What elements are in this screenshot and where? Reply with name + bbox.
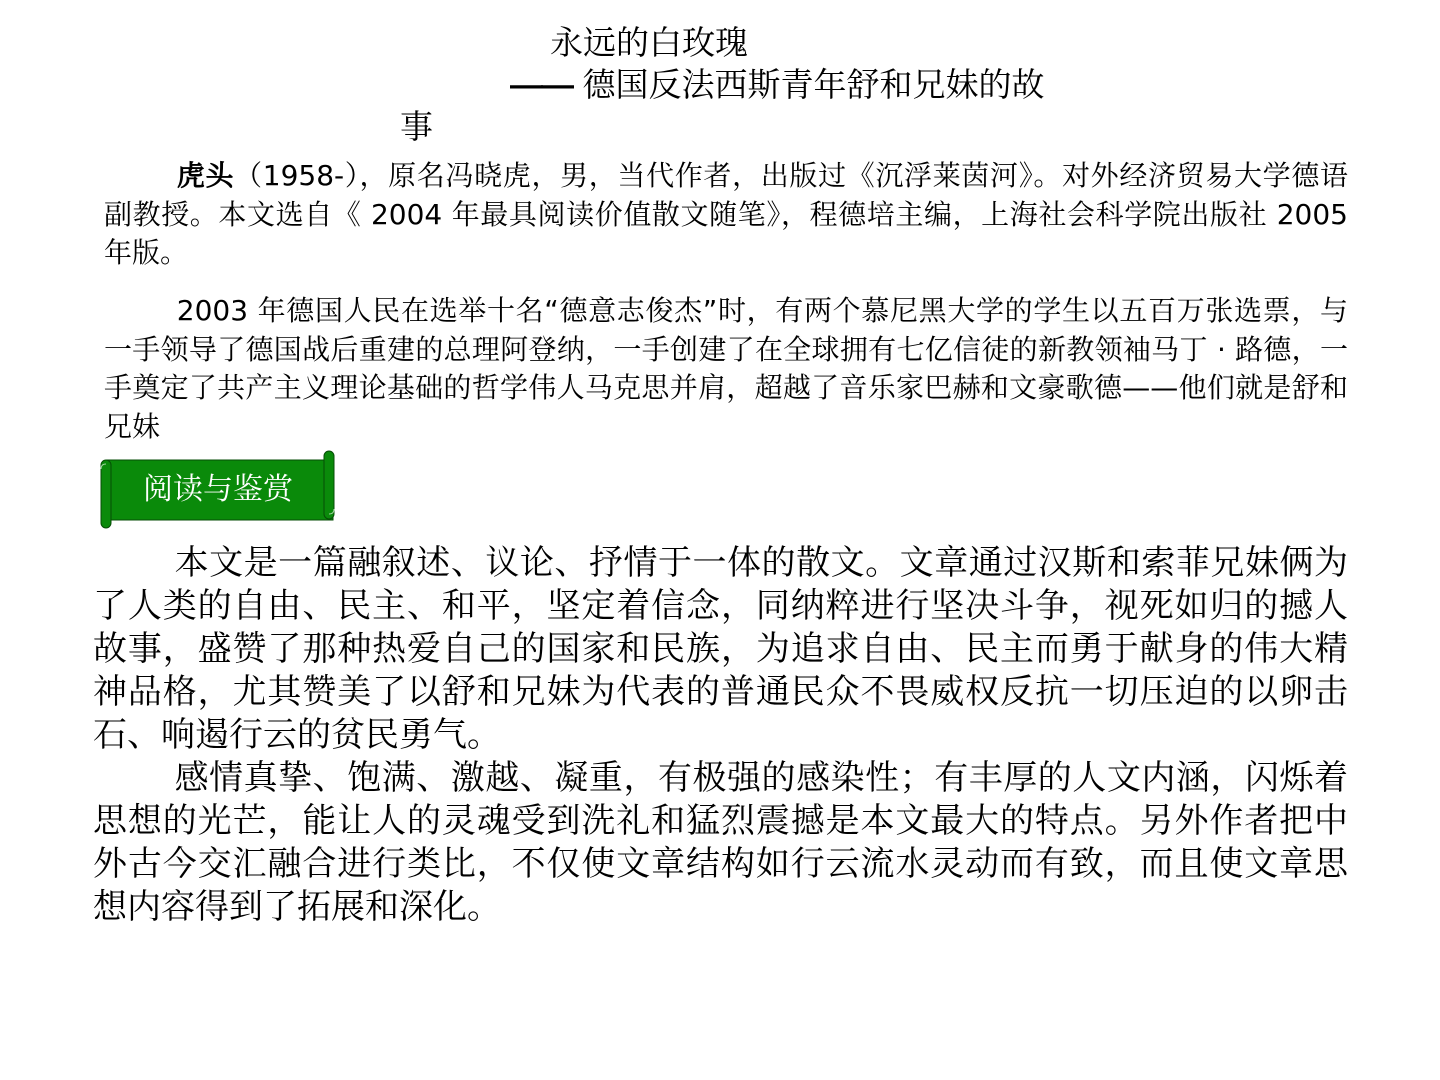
subtitle-dash: —— [510,66,572,103]
intro-paragraph: 2003 年德国人民在选举十名“德意志俊杰”时，有两个慕尼黑大学的学生以五百万张选票，与一手领导了德国战后重建的总理阿登纳，一手创建了在全球拥有七亿信徒的新教领袖马丁 · 路德，一手奠定了共产主义理论基础的哲学伟人马克思并肩，超越了音乐家巴赫和文豪歌德——他们就是舒和兄妹 [104,294,1348,443]
analysis-paragraph-1: 本文是一篇融叙述、议论、抒情于一体的散文。文章通过汉斯和索菲兄妹俩为了人类的自由、民主、和平，坚定着信念，同纳粹进行坚决斗争，视死如归的撼人故事，盛赞了那种热爱自己的国家和民族，为追求自由、民主而勇于献身的伟大精神品格，尤其赞美了以舒和兄妹为代表的普通民众不畏威权反抗一切压迫的以卵击石、响遏行云的贫民勇气。 [93,543,1348,755]
page-title: 永远的白玫瑰 [550,23,748,62]
author-note [104,157,1348,273]
page-subtitle [510,64,1045,106]
section-banner [100,450,336,530]
analysis-paragraph-2: 感情真挚、饱满、激越、凝重，有极强的感染性；有丰厚的人文内涵，闪烁着思想的光芒，能让人的灵魂受到洗礼和猛烈震撼是本文最大的特点。另外作者把中外古今交汇融合进行类比，不仅使文章结构如行云流水灵动而有致，而且使文章思想内容得到了拓展和深化。 [93,758,1348,927]
section-banner-label: 阅读与鉴赏 [143,472,293,507]
author-name: 虎头 [176,159,235,192]
author-note-text: （1958-），原名冯晓虎，男，当代作者，出版过《沉浮莱茵河》。对外经济贸易大学德语副教授。本文选自《 2004 年最具阅读价值散文随笔》，程德培主编，上海社会科学院出版社 2005 年版。 [104,159,1348,269]
subtitle-text: 德国反法西斯青年舒和兄妹的故 [572,65,1045,104]
page-subtitle-continued: 事 [400,107,433,146]
